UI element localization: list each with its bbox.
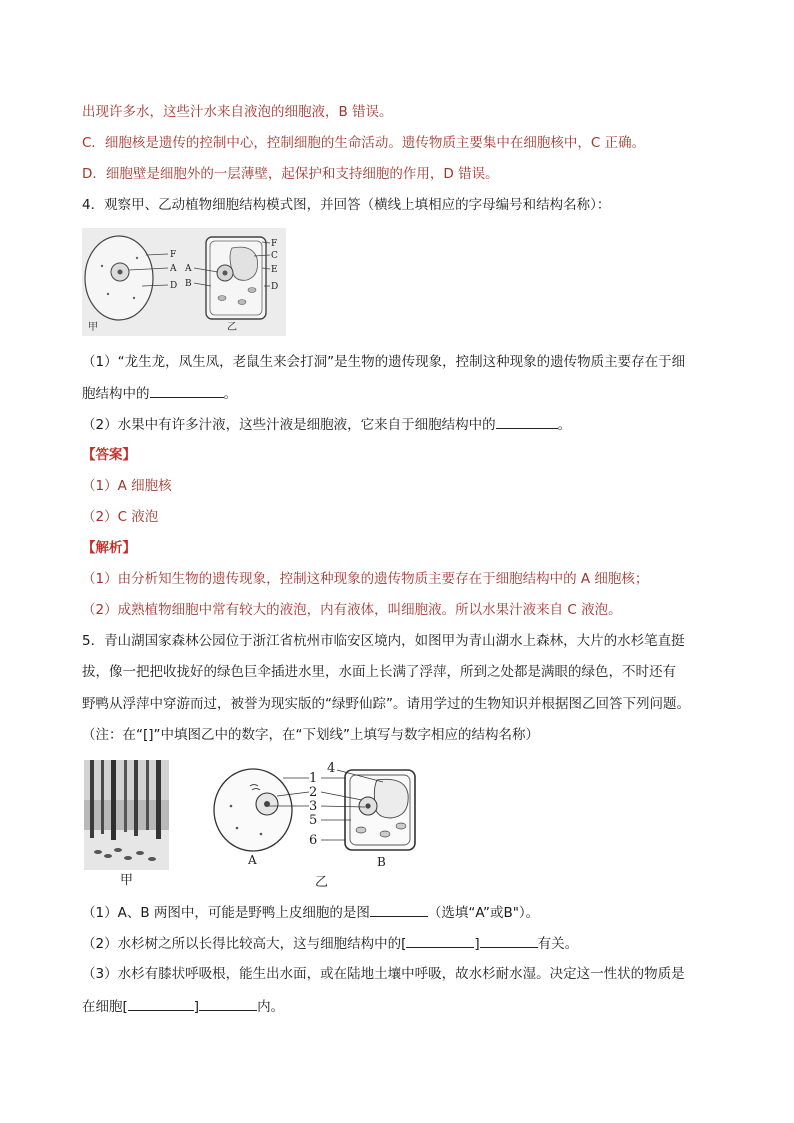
label-2: 2 — [309, 785, 318, 800]
answer-blank-number — [406, 933, 474, 948]
question-4-cell-diagram — [82, 228, 286, 336]
question-5-stem-line3: 野鸭从浮萍中穿游而过，被誉为现实版的“绿野仙踪”。请用学过的生物知识并根据图乙回答下列问题。 — [82, 696, 690, 712]
plant-cell-chloroplast — [218, 296, 226, 301]
answer-blank — [150, 383, 224, 398]
label-d: D — [170, 281, 178, 291]
label-e: E — [271, 265, 278, 275]
cell-b-chloroplast — [396, 823, 406, 829]
question-5-sub2-text: （2）水杉树之所以长得比较高大，这与细胞结构中的[ — [82, 936, 407, 952]
question-5-sub3-line2 — [82, 996, 284, 1016]
question-4-cell-diagram-svg — [82, 228, 286, 336]
analysis-tag: 【解析】 — [82, 540, 136, 556]
cell-b-vacuole — [374, 779, 408, 818]
question-4-sub2-end: 。 — [557, 417, 572, 433]
explanation-option-d: D．细胞壁是细胞外的一层薄壁，起保护和支持细胞的作用，D 错误。 — [82, 166, 499, 182]
question-4-sub2 — [82, 414, 571, 434]
answer-tag: 【答案】 — [82, 447, 136, 463]
label-6: 6 — [309, 833, 318, 848]
question-4-sub1-line1: （1）“龙生龙，凤生凤，老鼠生来会打洞”是生物的遗传现象，控制这种现象的遗传物质主要存在于细 — [82, 354, 686, 370]
cell-a-granule — [230, 805, 233, 808]
tree-trunk — [146, 760, 149, 830]
bracket-close: ] — [474, 936, 480, 952]
tree-trunk — [134, 760, 138, 836]
answer-2: （2）C 液泡 — [82, 509, 159, 525]
answer-blank — [496, 414, 558, 429]
answer-blank-number — [128, 996, 194, 1011]
caption-plant-cell: 乙 — [227, 322, 237, 333]
tree-trunk — [111, 760, 116, 840]
answer-blank-structure — [199, 996, 257, 1011]
question-4-sub1-text: 胞结构中的 — [82, 386, 150, 402]
question-5-sub2-end: 有关。 — [537, 936, 579, 952]
caption-animal-cell: 甲 — [88, 322, 98, 333]
question-4-stem: 4．观察甲、乙动植物细胞结构模式图，并回答（横线上填相应的字母编号和结构名称）： — [82, 197, 611, 213]
lake-forest-photo — [84, 760, 169, 870]
question-5-sub1-end: （选填“A”或B"）。 — [427, 905, 540, 921]
duck — [148, 857, 156, 861]
label-f-plant: F — [271, 239, 278, 249]
question-5-stem-line1: 5．青山湖国家森林公园位于浙江省杭州市临安区境内，如图甲为青山湖水上森林，大片的水杉笔直挺 — [82, 633, 685, 649]
explanation-option-c: C．细胞核是遗传的控制中心，控制细胞的生命活动。遗传物质主要集中在细胞核中，C 正确。 — [82, 135, 646, 151]
plant-cell-chloroplast — [238, 300, 246, 305]
cell-a-granule — [236, 827, 239, 830]
label-a-plant: A — [185, 264, 192, 274]
question-5-cell-diagram-svg — [205, 760, 435, 890]
label-5: 5 — [309, 813, 318, 828]
animal-cell-granule — [136, 257, 138, 259]
question-4-sub1-line2 — [82, 383, 237, 403]
duck — [136, 851, 144, 855]
answer-blank-structure — [480, 933, 538, 948]
question-5-sub3-line1: （3）水杉有膝状呼吸根，能生出水面，或在陆地土壤中呼吸，故水杉耐水湿。决定这一性状的物质是 — [82, 966, 685, 982]
question-5-sub1 — [82, 902, 539, 922]
label-cell-b: B — [377, 855, 386, 869]
answer-1: （1）A 细胞核 — [82, 478, 172, 494]
label-d-plant: D — [271, 282, 279, 292]
plant-cell-vacuole — [230, 247, 258, 280]
tree-trunk — [124, 760, 127, 832]
duck — [104, 854, 112, 858]
duck — [114, 848, 122, 852]
tree-trunk — [90, 760, 94, 838]
animal-cell-nucleolus — [118, 270, 123, 275]
question-5-sub3-text: 在细胞[ — [82, 999, 128, 1015]
question-5-sub2 — [82, 933, 578, 953]
label-a: A — [170, 264, 177, 274]
question-5-sub1-text: （1）A、B 两图中，可能是野鸭上皮细胞的是图 — [82, 905, 370, 921]
cell-a-membrane — [214, 769, 292, 851]
cell-a-granule — [260, 833, 263, 836]
label-cell-a: A — [248, 853, 257, 867]
analysis-2: （2）成熟植物细胞中常有较大的液泡，内有液体，叫细胞液。所以水果汁液来自 C 液泡。 — [82, 602, 622, 618]
question-5-stem-line2: 拔，像一把把收拢好的绿色巨伞插进水里，水面上长满了浮萍，所到之处都是满眼的绿色，不时还有 — [82, 664, 676, 680]
question-5-cell-diagram — [205, 760, 435, 890]
cell-b-nucleolus — [365, 803, 370, 808]
animal-cell-granule — [101, 265, 103, 267]
cell-b-chloroplast — [356, 827, 366, 833]
label-3: 3 — [309, 799, 318, 814]
tree-trunk — [156, 760, 161, 839]
cell-b-chloroplast — [380, 831, 390, 837]
label-c: C — [271, 251, 278, 261]
plant-cell-chloroplast — [248, 288, 256, 293]
explanation-option-b-tail: 出现许多水，这些汁水来自液泡的细胞液，B 错误。 — [82, 104, 393, 120]
question-4-sub1-end: 。 — [223, 386, 237, 402]
label-1: 1 — [309, 771, 318, 786]
animal-cell-granule — [133, 297, 135, 299]
plant-cell-nucleolus — [223, 271, 228, 276]
question-4-sub2-text: （2）水果中有许多汁液，这些汁液是细胞液，它来自于细胞结构中的 — [82, 417, 496, 433]
diagram-caption: 乙 — [315, 875, 329, 890]
answer-blank — [370, 902, 428, 917]
photo-caption: 甲 — [120, 873, 134, 888]
duck — [124, 856, 132, 860]
label-f: F — [170, 250, 177, 260]
bracket-close: ] — [193, 999, 200, 1015]
label-b-plant: B — [185, 279, 192, 289]
duck — [94, 850, 102, 854]
question-5-sub3-end: 内。 — [257, 999, 285, 1015]
analysis-1: （1）由分析知生物的遗传现象，控制这种现象的遗传物质主要存在于细胞结构中的 A 细胞核； — [82, 571, 649, 587]
label-4: 4 — [327, 761, 336, 776]
question-5-note: （注：在“[]”中填图乙中的数字，在“下划线”上填写与数字相应的结构名称） — [82, 727, 540, 743]
tree-trunk — [101, 760, 104, 834]
animal-cell-granule — [107, 293, 109, 295]
lake-forest-photo-svg — [84, 760, 169, 870]
